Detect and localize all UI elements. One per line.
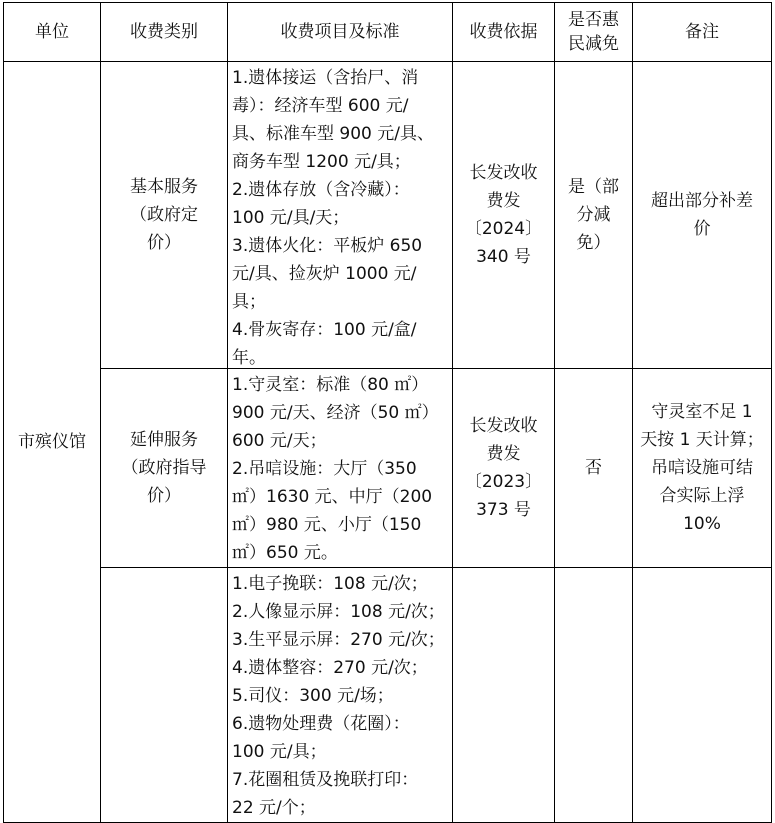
item-line: 具； xyxy=(232,292,266,312)
remark-line: 价 xyxy=(693,219,711,239)
item-line: 2.遗体存放（含冷藏）： xyxy=(232,180,410,200)
unit-cell xyxy=(3,61,101,823)
row1-items xyxy=(227,61,453,369)
item-line: 年。 xyxy=(232,348,266,368)
header-items xyxy=(227,2,453,62)
item-line: ㎡）980 元、小厅（150 xyxy=(232,515,422,535)
header-discount xyxy=(554,2,633,62)
header-remark xyxy=(632,2,772,62)
item-line: 600 元/天； xyxy=(232,431,327,451)
item-line: 具、标准车型 900 元/具、 xyxy=(232,124,434,144)
item-line: 4.遗体整容：270 元/次； xyxy=(232,658,428,678)
header-discount-line: 是否惠 xyxy=(568,10,619,30)
item-line: 22 元/个； xyxy=(232,798,316,818)
row3-remark xyxy=(632,567,772,823)
item-line: 100 元/具； xyxy=(232,742,327,762)
row1-remark xyxy=(632,61,772,369)
header-discount-line: 民减免 xyxy=(568,34,619,54)
row2-basis xyxy=(452,368,555,568)
item-line: 1.电子挽联：108 元/次； xyxy=(232,574,428,594)
item-line: 3.生平显示屏：270 元/次； xyxy=(232,630,445,650)
discount-line: 分减 xyxy=(576,205,611,225)
basis-line: 373 号 xyxy=(476,500,531,520)
item-line: ㎡）1630 元、中厅（200 xyxy=(232,487,433,507)
header-unit-text: 单位 xyxy=(35,22,69,42)
basis-line: 长发改收 xyxy=(469,416,538,436)
item-line: 毒）：经济车型 600 元/ xyxy=(232,96,409,116)
remark-line: 守灵室不足 1 xyxy=(651,402,753,422)
item-line: 6.遗物处理费（花圈）： xyxy=(232,714,410,734)
item-line: 2.吊唁设施：大厅（350 xyxy=(232,459,417,479)
row2-items xyxy=(227,368,453,568)
row1-discount xyxy=(554,61,633,369)
remark-line: 天按 1 天计算； xyxy=(640,430,764,450)
row1-category xyxy=(100,61,228,369)
item-line: 1.遗体接运（含抬尸、消 xyxy=(232,68,419,88)
item-line: 900 元/天、经济（50 ㎡） xyxy=(232,403,439,423)
basis-line: 费发 xyxy=(486,444,521,464)
discount-line: 是（部 xyxy=(568,177,619,197)
remark-line: 10% xyxy=(683,514,721,534)
row2-remark xyxy=(632,368,772,568)
row3-category xyxy=(100,567,228,823)
row3-basis xyxy=(452,567,555,823)
header-category-text: 收费类别 xyxy=(130,22,198,42)
discount-line: 否 xyxy=(585,458,602,478)
item-line: 5.司仪：300 元/场； xyxy=(232,686,394,706)
category-line: 价） xyxy=(147,233,181,253)
basis-line: 长发改收 xyxy=(469,163,538,183)
item-line: 4.骨灰寄存：100 元/盒/ xyxy=(232,320,417,340)
item-line: 100 元/具/天； xyxy=(232,208,350,228)
remark-line: 合实际上浮 xyxy=(659,486,745,506)
discount-line: 免） xyxy=(576,233,611,253)
unit-name: 市殡仪馆 xyxy=(18,432,86,452)
row2-discount xyxy=(554,368,633,568)
row2-category xyxy=(100,368,228,568)
row1-basis xyxy=(452,61,555,369)
basis-line: 340 号 xyxy=(476,247,531,267)
basis-line: 费发 xyxy=(486,191,521,211)
item-line: 1.守灵室：标准（80 ㎡） xyxy=(232,375,429,395)
header-items-text: 收费项目及标准 xyxy=(280,22,400,42)
category-line: 基本服务 xyxy=(130,177,198,197)
remark-line: 吊唁设施可结 xyxy=(651,458,753,478)
category-line: 价） xyxy=(147,486,181,506)
header-unit xyxy=(3,2,101,62)
row3-discount xyxy=(554,567,633,823)
category-line: （政府指导 xyxy=(121,458,207,478)
basis-line: 〔2023〕 xyxy=(464,472,543,492)
header-basis-text: 收费依据 xyxy=(469,22,538,42)
item-line: 2.人像显示屏：108 元/次； xyxy=(232,602,445,622)
item-line: 元/具、捡灰炉 1000 元/ xyxy=(232,264,417,284)
category-line: 延伸服务 xyxy=(130,430,198,450)
remark-line: 超出部分补差 xyxy=(651,191,753,211)
header-remark-text: 备注 xyxy=(685,22,719,42)
item-line: 3.遗体火化：平板炉 650 xyxy=(232,236,423,256)
row3-items xyxy=(227,567,453,823)
header-basis xyxy=(452,2,555,62)
category-line: （政府定 xyxy=(130,205,198,225)
basis-line: 〔2024〕 xyxy=(464,219,543,239)
item-line: ㎡）650 元。 xyxy=(232,543,338,563)
item-line: 7.花圈租赁及挽联打印： xyxy=(232,770,419,790)
item-line: 商务车型 1200 元/具； xyxy=(232,152,411,172)
header-category xyxy=(100,2,228,62)
